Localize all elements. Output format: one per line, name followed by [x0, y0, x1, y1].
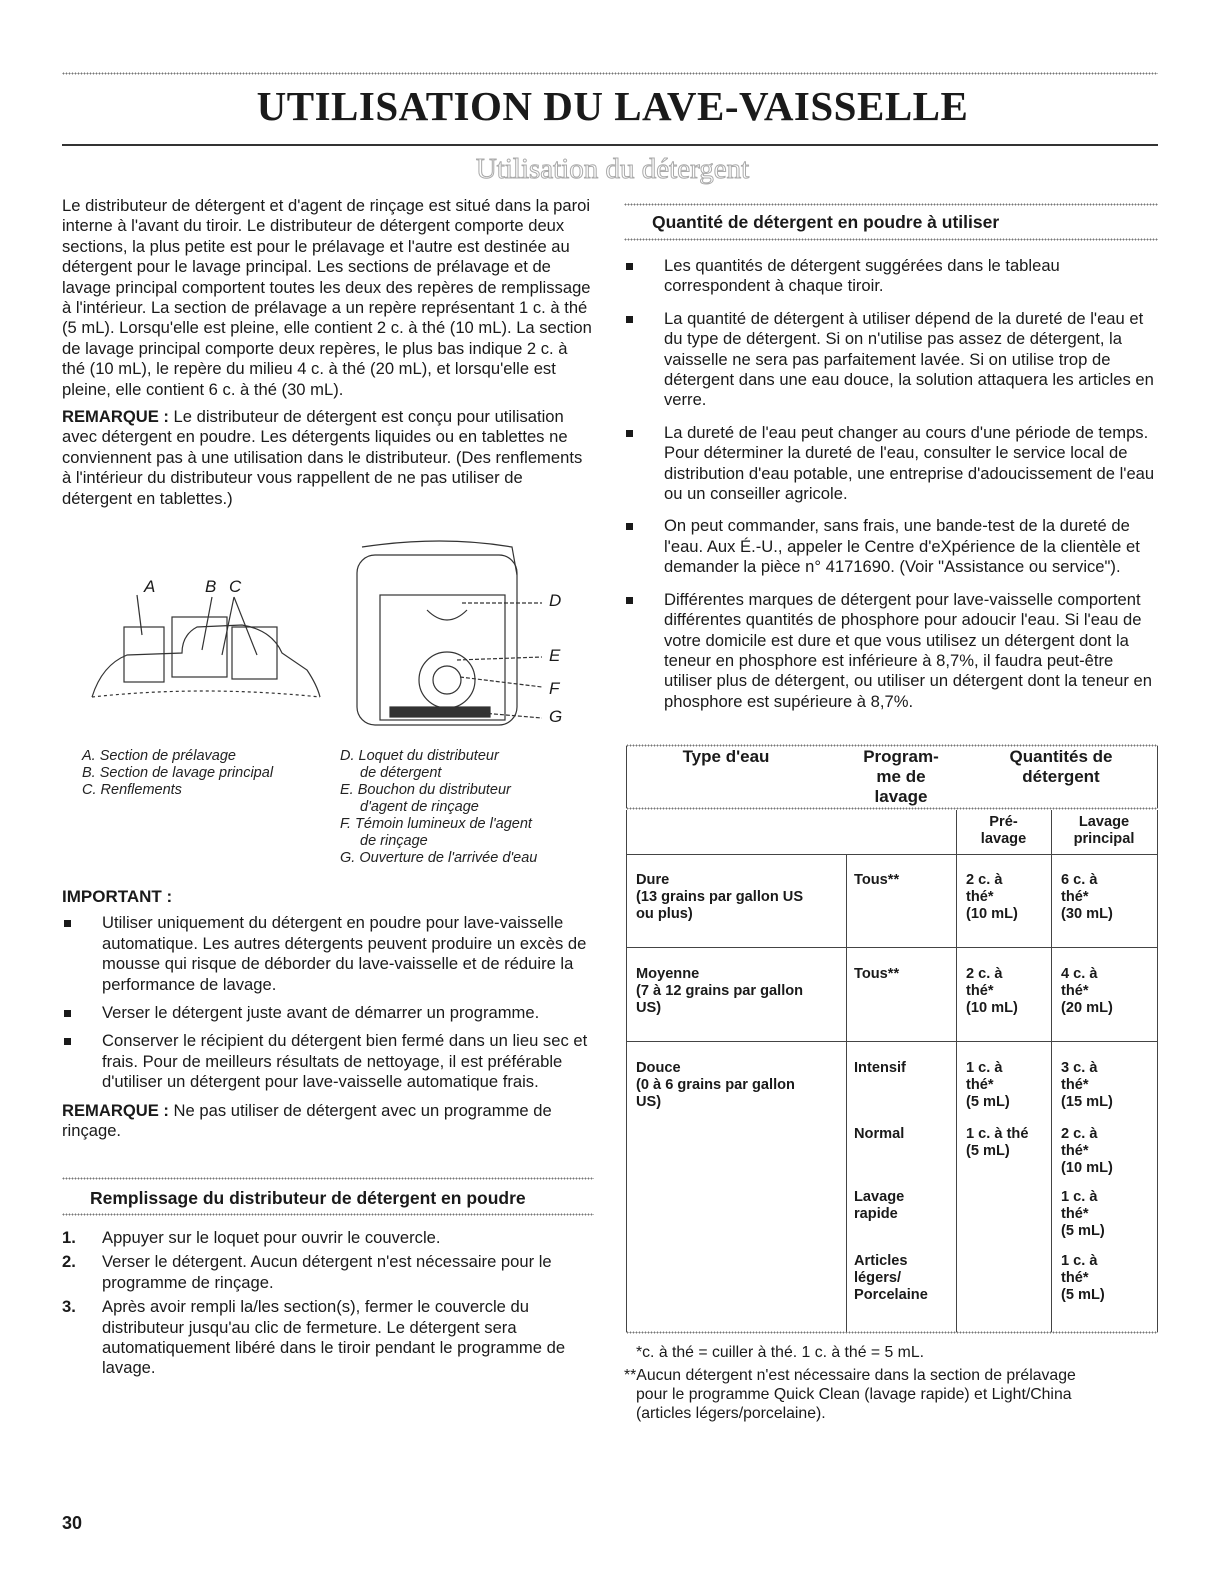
intro-block	[62, 196, 594, 509]
important-block	[62, 887, 594, 1141]
quantity-bullet-2: La quantité de détergent à utiliser dépend de la dureté de l'eau et du type de détergent. Si on n'utilise pas assez de détergent, la vaisselle ne sera pas parfaitement lavée. Si on utilise trop de détergent dans une eau douce, la solution attaquera les articles en verre.	[624, 309, 1158, 411]
header-water-type: Type d'eau	[682, 747, 770, 766]
row-normal-program: Normal	[854, 1126, 905, 1142]
page-number: 30	[62, 1513, 83, 1533]
row-legers-mainwash: 1 c. à thé* (5 mL)	[1061, 1253, 1105, 1303]
quantity-bullet-5: Différentes marques de détergent pour lave-vaisselle comportent différentes quantités de phosphore pour adoucir l'eau. Si l'eau de votre domicile est dure et que vous utilisez un détergent dont la teneur en phosphore est inférieure à 8,7%, il faudra peut-être utiliser plus de détergent, ou utiliser un détergent dont la teneur en phosphore est supérieure à 8,7%.	[624, 590, 1158, 712]
header-top-dots	[62, 72, 1158, 75]
header-quantity: Quantités de détergent	[1009, 747, 1113, 786]
figure-label-f: F	[549, 679, 560, 698]
header-mainwash: Lavage principal	[1073, 814, 1135, 847]
row-douce-type: Douce (0 à 6 grains par gallon US)	[636, 1060, 795, 1110]
filling-step-3: 3. Après avoir rempli la/les section(s), fermer le couvercle du distributeur jusqu'au clic de fermeture. Le détergent sera automatiquement libéré dans le tiroir pendant le programme de lavage.	[62, 1297, 566, 1378]
row-dure-program: Tous**	[854, 872, 900, 888]
caption-e: E. Bouchon du distributeur d'agent de rinçage	[340, 782, 511, 815]
table-dots-mid	[626, 807, 1158, 810]
figure-label-b: B	[205, 577, 217, 596]
important-heading: IMPORTANT :	[62, 887, 173, 906]
row-dure-prewash: 2 c. à thé* (10 mL)	[966, 872, 1018, 922]
row-moyenne-prewash: 2 c. à thé* (10 mL)	[966, 966, 1018, 1016]
dispenser-drawing	[62, 535, 602, 735]
quantity-bullet-1: Les quantités de détergent suggérées dans le tableau correspondent à chaque tiroir.	[624, 256, 1158, 297]
caption-a: A. Section de prélavage	[82, 748, 236, 764]
header-prewash: Pré- lavage	[980, 814, 1027, 847]
important-remark	[62, 1101, 594, 1142]
row-intensif-program: Intensif	[854, 1060, 906, 1076]
captions-left	[82, 748, 322, 799]
row-normal-prewash: 1 c. à thé (5 mL)	[966, 1126, 1029, 1159]
row-moyenne-program: Tous**	[854, 966, 900, 982]
filling-step-1: 1. Appuyer sur le loquet pour ouvrir le couvercle.	[62, 1228, 441, 1247]
important-bullet-3: Conserver le récipient du détergent bien fermé dans un lieu sec et frais. Pour de meilleurs résultats de nettoyage, il est préférable d'utiliser un détergent pour lave-vaisselle automatique frais.	[62, 1031, 594, 1092]
row-legers-program: Articles légers/ Porcelaine	[854, 1253, 928, 1303]
figure-label-e: E	[549, 646, 561, 665]
filling-heading: Remplissage du distributeur de détergent en poudre	[90, 1188, 526, 1208]
figure-label-d: D	[549, 591, 562, 610]
captions-right	[340, 748, 600, 867]
remark-label: REMARQUE :	[62, 407, 169, 427]
remark-text: Le distributeur de détergent est conçu pour utilisation avec détergent en poudre. Les détergents liquides ou en tablettes ne conviennent pas à une utilisation dans le distributeur. (Des renflements à l'intérieur du distributeur vous rappellent de ne pas utiliser de détergent en tablettes.)	[62, 407, 583, 508]
row-dure-type: Dure (13 grains par gallon US ou plus)	[636, 872, 804, 922]
row-moyenne-type: Moyenne (7 à 12 grains par gallon US)	[636, 966, 804, 1016]
row-normal-mainwash: 2 c. à thé* (10 mL)	[1061, 1126, 1113, 1176]
table-dots-bottom	[626, 1331, 1158, 1334]
quantity-bullets	[624, 256, 1158, 712]
quantity-heading: Quantité de détergent en poudre à utiliser	[652, 212, 1000, 232]
row-intensif-prewash: 1 c. à thé* (5 mL)	[966, 1060, 1010, 1110]
dispenser-figure	[62, 535, 602, 735]
intro-remark	[62, 407, 594, 509]
footnote-2: **Aucun détergent n'est nécessaire dans la section de prélavage pour le programme Quick Clean (lavage rapide) et Light/China (articles légers/porcelaine).	[624, 1367, 1076, 1422]
header-program: Program- me de lavage	[863, 747, 939, 806]
section-subtitle: Utilisation du détergent	[475, 153, 750, 185]
quantity-dots-top	[624, 203, 1158, 206]
remark-text-2: Ne pas utiliser de détergent avec un programme de rinçage.	[62, 1100, 552, 1141]
filling-dots-top	[62, 1177, 594, 1180]
filling-step-2: 2. Verser le détergent. Aucun détergent n'est nécessaire pour le programme de rinçage.	[62, 1252, 552, 1292]
caption-f: F. Témoin lumineux de l'agent de rinçage	[340, 816, 532, 849]
footnote-1: *c. à thé = cuiller à thé. 1 c. à thé = 5 mL.	[636, 1344, 925, 1361]
quantity-bullet-4: On peut commander, sans frais, une bande-test de la dureté de l'eau. Aux É.-U., appeler le Centre d'eXpérience de la clientèle et demander la pièce n° 4171690. (Voir "Assistance ou service").	[624, 516, 1158, 577]
caption-c: C. Renflements	[82, 782, 182, 798]
remark-label-2: REMARQUE :	[62, 1100, 169, 1120]
row-dure-mainwash: 6 c. à thé* (30 mL)	[1061, 872, 1113, 922]
caption-b: B. Section de lavage principal	[82, 765, 274, 781]
row-rapide-program: Lavage rapide	[854, 1189, 905, 1222]
row-moyenne-mainwash: 4 c. à thé* (20 mL)	[1061, 966, 1113, 1016]
important-bullet-1: Utiliser uniquement du détergent en poudre pour lave-vaisselle automatique. Les autres détergents peuvent produire un excès de mousse qui risque de déborder du lave-vaisselle et de réduire la performance de lavage.	[62, 913, 594, 995]
figure-label-g: G	[549, 707, 563, 726]
filling-dots-bottom	[62, 1213, 594, 1216]
filling-steps	[62, 1228, 594, 1379]
row-intensif-mainwash: 3 c. à thé* (15 mL)	[1061, 1060, 1113, 1110]
page-title: UTILISATION DU LAVE-VAISSELLE	[256, 83, 969, 129]
quantity-bullet-3: La dureté de l'eau peut changer au cours d'une période de temps. Pour déterminer la dureté de l'eau, consulter le service local de distribution d'eau potable, une entreprise d'adoucissement de l'eau ou un conseiller agricole.	[624, 423, 1158, 505]
detergent-table	[626, 744, 1158, 1336]
quantity-dots-bottom	[624, 238, 1158, 241]
caption-g: G. Ouverture de l'arrivée d'eau	[340, 850, 538, 866]
intro-paragraph: Le distributeur de détergent et d'agent de rinçage est situé dans la paroi interne à l'avant du tiroir. Le distributeur de détergent comporte deux sections, la plus petite est pour le prélavage et l'autre est destinée au détergent pour le lavage principal. Les sections de prélavage et de lavage principal comportent toutes les deux des repères de remplissage à l'intérieur. La section de prélavage a un repère représentant 1 c. à thé (5 mL). Lorsqu'elle est pleine, elle contient 2 c. à thé (10 mL). La section de lavage principal comporte deux repères, le plus bas indique 2 c. à thé (10 mL), le repère du milieu 4 c. à thé (20 mL), et lorsqu'elle est pleine, elle contient 6 c. à thé (30 mL).	[62, 196, 592, 399]
header-rule	[62, 144, 1158, 146]
caption-d: D. Loquet du distributeur de détergent	[340, 748, 499, 781]
important-bullet-2: Verser le détergent juste avant de démarrer un programme.	[62, 1003, 594, 1023]
row-rapide-mainwash: 1 c. à thé* (5 mL)	[1061, 1189, 1105, 1239]
figure-label-c: C	[229, 577, 242, 596]
figure-label-a: A	[144, 577, 156, 596]
